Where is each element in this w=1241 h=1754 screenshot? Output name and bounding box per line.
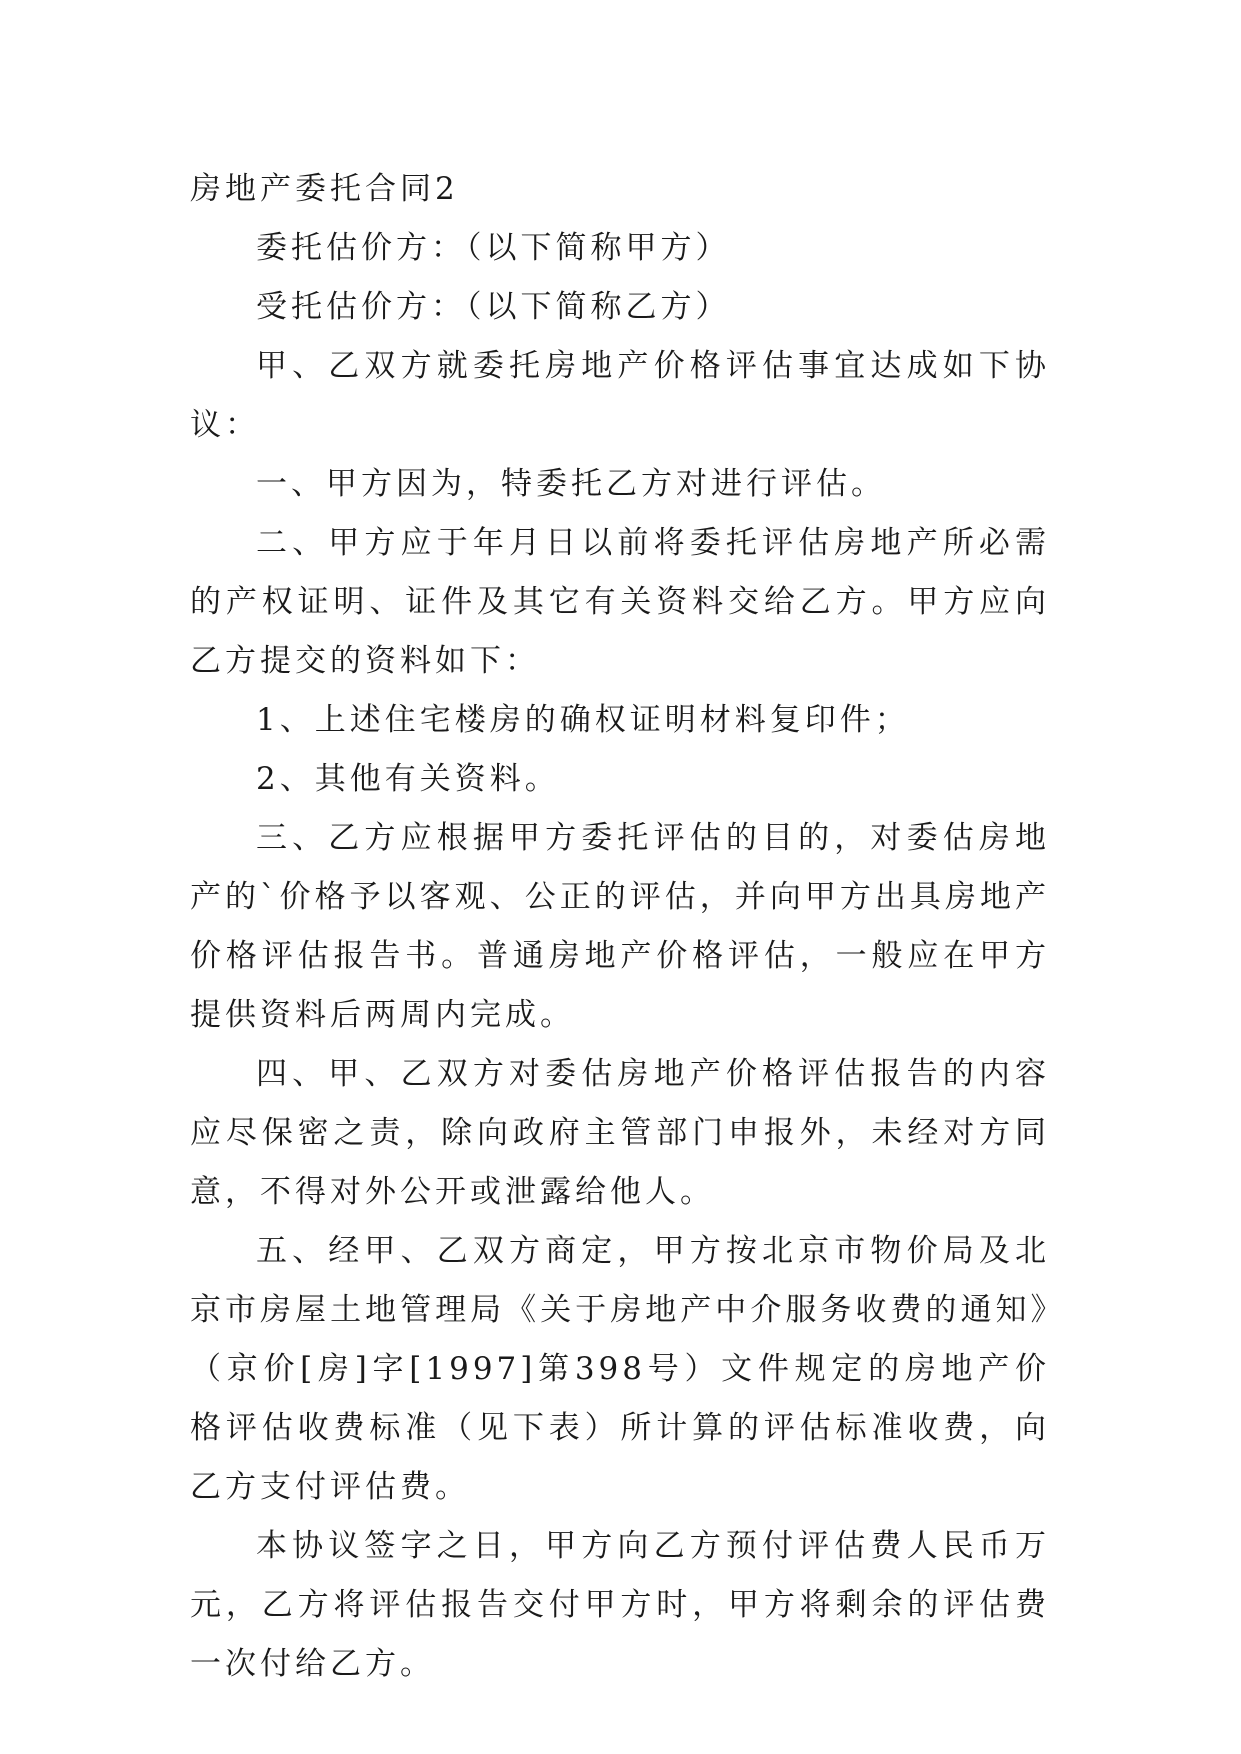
paragraph-payment: 本协议签字之日，甲方向乙方预付评估费人民币万元，乙方将评估报告交付甲方时，甲方将剩余的评估费一次付给乙方。 [190, 1528, 1050, 1682]
paragraph-clause-1: 一、甲方因为，特委托乙方对进行评估。 [256, 466, 886, 502]
paragraph-clause-5: 五、经甲、乙双方商定，甲方按北京市物价局及北京市房屋土地管理局《关于房地产中介服务收费的通知》（京价[房]字[1997]第398号）文件规定的房地产价格评估收费标准（见下表）所计算的评估标准收费，向乙方支付评估费。 [190, 1233, 1050, 1505]
paragraph-client: 委托估价方：（以下简称甲方） [256, 230, 731, 266]
paragraph-material-2: 2、其他有关资料。 [256, 761, 560, 797]
document-title: 房地产委托合同2 [190, 171, 459, 207]
paragraph-clause-3: 三、乙方应根据甲方委托评估的目的，对委估房地产的`价格予以客观、公正的评估，并向甲方出具房地产价格评估报告书。普通房地产价格评估，一般应在甲方提供资料后两周内完成。 [190, 820, 1050, 1033]
paragraph-appraiser: 受托估价方：（以下简称乙方） [256, 289, 731, 325]
paragraph-material-1: 1、上述住宅楼房的确权证明材料复印件； [256, 702, 910, 738]
paragraph-clause-4: 四、甲、乙双方对委估房地产价格评估报告的内容应尽保密之责，除向政府主管部门申报外，未经对方同意，不得对外公开或泄露给他人。 [190, 1056, 1050, 1210]
paragraph-clause-2: 二、甲方应于年月日以前将委托评估房地产所必需的产权证明、证件及其它有关资料交给乙方。甲方应向乙方提交的资料如下： [190, 525, 1050, 679]
document-body [190, 160, 1050, 1694]
paragraph-agreement-intro: 甲、乙双方就委托房地产价格评估事宜达成如下协议： [190, 348, 1050, 443]
